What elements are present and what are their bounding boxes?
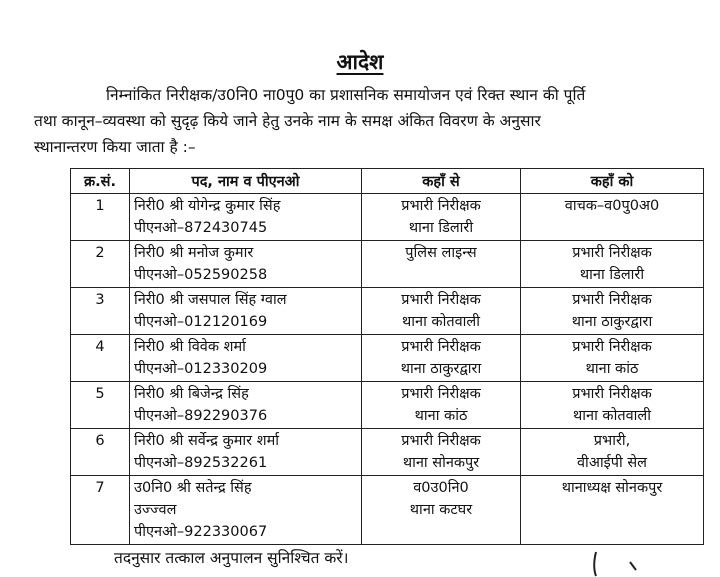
table-row <box>71 241 704 288</box>
row-from <box>362 194 521 241</box>
cell-line: प्रभारी, <box>593 433 631 449</box>
row-to <box>521 288 704 335</box>
table-row <box>71 335 704 382</box>
cell-line: निरी0 श्री सर्वेन्द्र कुमार शर्मा <box>134 433 279 449</box>
row-from <box>362 335 521 382</box>
intro-line: स्थानान्तरण किया जाता है :– <box>34 138 196 156</box>
cell-line: प्रभारी निरीक्षक <box>401 433 481 449</box>
row-serial <box>71 194 130 241</box>
row-name <box>130 288 362 335</box>
cell-line: निरी0 श्री बिजेन्द्र सिंह <box>134 386 249 402</box>
row-name <box>130 241 362 288</box>
row-serial <box>71 382 130 429</box>
cell-line: प्रभारी निरीक्षक <box>401 386 481 402</box>
row-serial <box>71 429 130 476</box>
cell-line: 6 <box>95 433 105 449</box>
cell-line: थाना कांठ <box>414 408 468 424</box>
row-name <box>130 194 362 241</box>
row-serial <box>71 241 130 288</box>
row-name <box>130 476 362 545</box>
cell-line: वीआईपी सेल <box>577 455 647 471</box>
cell-line: थाना कांठ <box>585 361 639 377</box>
signature-mark <box>590 548 670 577</box>
intro-line: निम्नांकित निरीक्षक/उ0नि0 ना0पु0 का प्रशासनिक समायोजन एवं रिक्त स्थान की पूर्ति <box>106 86 586 104</box>
table-row <box>71 288 704 335</box>
table-row <box>71 194 704 241</box>
cell-line: उ0नि0 श्री सतेन्द्र सिंह <box>134 480 252 496</box>
transfer-table <box>70 168 704 545</box>
cell-line: थाना ठाकुरद्वारा <box>571 314 653 330</box>
cell-line: थानाध्यक्ष सोनकपुर <box>561 480 663 496</box>
table-row <box>71 429 704 476</box>
cell-line: पीएनओ–012120169 <box>134 314 268 330</box>
cell-line: पुलिस लाइन्स <box>405 245 477 261</box>
cell-line: पीएनओ–922330067 <box>134 524 268 540</box>
cell-line: पीएनओ–012330209 <box>134 361 268 377</box>
header-name: पद, नाम व पीएनओ <box>130 169 362 194</box>
cell-line: व0उ0नि0 <box>413 480 469 496</box>
cell-line: प्रभारी निरीक्षक <box>401 339 481 355</box>
table-row <box>71 476 704 545</box>
cell-line: 3 <box>95 292 105 308</box>
cell-line: पीएनओ–892532261 <box>134 455 268 471</box>
cell-line: निरी0 श्री मनोज कुमार <box>134 245 254 261</box>
row-to <box>521 476 704 545</box>
table-header-row <box>71 169 704 194</box>
cell-line: पीएनओ–872430745 <box>134 220 268 236</box>
cell-line: 7 <box>95 480 105 496</box>
cell-line: 4 <box>95 339 105 355</box>
row-serial <box>71 476 130 545</box>
header-serial: क्र.सं. <box>71 169 130 194</box>
cell-line: प्रभारी निरीक्षक <box>572 245 652 261</box>
cell-line: वाचक–व0पु0अ0 <box>564 198 660 214</box>
row-to <box>521 429 704 476</box>
row-serial <box>71 288 130 335</box>
cell-line: उज्ज्वल <box>134 502 177 518</box>
cell-line: प्रभारी निरीक्षक <box>572 339 652 355</box>
intro-paragraph <box>34 82 702 160</box>
table-row <box>71 382 704 429</box>
cell-line: थाना कोतवाली <box>402 314 480 330</box>
cell-line: पीएनओ–892290376 <box>134 408 268 424</box>
cell-line: प्रभारी निरीक्षक <box>572 292 652 308</box>
cell-line: थाना सोनकपुर <box>402 455 480 471</box>
row-name <box>130 335 362 382</box>
order-title: आदेश <box>336 50 384 74</box>
cell-line: निरी0 श्री योगेन्द्र कुमार सिंह <box>134 198 281 214</box>
cell-line: 1 <box>95 198 105 214</box>
row-name <box>130 382 362 429</box>
row-from <box>362 476 521 545</box>
cell-line: थाना डिलारी <box>579 267 645 283</box>
header-from: कहाँ से <box>362 169 521 194</box>
cell-line: प्रभारी निरीक्षक <box>572 386 652 402</box>
cell-line: प्रभारी निरीक्षक <box>401 292 481 308</box>
row-to <box>521 335 704 382</box>
row-from <box>362 429 521 476</box>
cell-line: 2 <box>95 245 105 261</box>
cell-line: प्रभारी निरीक्षक <box>401 198 481 214</box>
header-to: कहाँ को <box>521 169 704 194</box>
cell-line: 5 <box>95 386 105 402</box>
row-from <box>362 288 521 335</box>
row-name <box>130 429 362 476</box>
row-to <box>521 194 704 241</box>
cell-line: थाना कोतवाली <box>573 408 651 424</box>
cell-line: थाना कटघर <box>409 502 473 518</box>
intro-line: तथा कानून–व्यवस्था को सुदृढ़ किये जाने हेतु उनके नाम के समक्ष अंकित विवरण के अनुसार <box>34 112 541 130</box>
cell-line: निरी0 श्री जसपाल सिंह ग्वाल <box>134 292 287 308</box>
cell-line: थाना ठाकुरद्वारा <box>400 361 482 377</box>
row-from <box>362 382 521 429</box>
row-from <box>362 241 521 288</box>
cell-line: निरी0 श्री विवेक शर्मा <box>134 339 246 355</box>
row-to <box>521 382 704 429</box>
cell-line: पीएनओ–052590258 <box>134 267 268 283</box>
compliance-note: तदनुसार तत्काल अनुपालन सुनिश्चित करें। <box>114 549 349 567</box>
cell-line: थाना डिलारी <box>408 220 474 236</box>
row-serial <box>71 335 130 382</box>
row-to <box>521 241 704 288</box>
